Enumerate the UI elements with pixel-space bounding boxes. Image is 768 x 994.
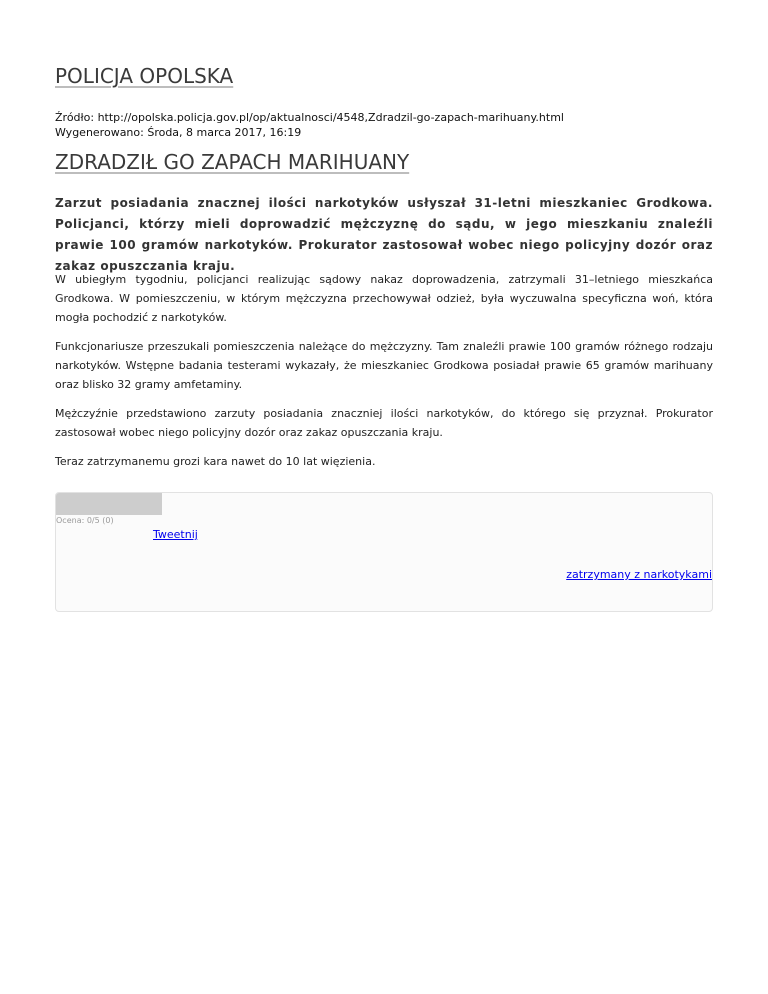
document-meta — [55, 110, 564, 140]
rating-label: Ocena: 0/5 (0) — [56, 516, 114, 525]
article-paragraph: Funkcjonariusze przeszukali pomieszczenia należące do mężczyzny. Tam znaleźli prawie 100 gramów różnego rodzaju narkotyków. Wstępne badania testerami wykazały, że mieszkaniec Grodkowa posiadał prawie 65 gramów marihuany oraz blisko 32 gramy amfetaminy. — [55, 340, 713, 391]
article-footer-box — [55, 492, 713, 612]
generated-line: Wygenerowano: Środa, 8 marca 2017, 16:19 — [55, 126, 302, 139]
source-line: Źródło: http://opolska.policja.gov.pl/op/aktualnosci/4548,Zdradzil-go-zapach-marihuany.html — [55, 111, 564, 124]
article-lead: Zarzut posiadania znacznej ilości narkotyków usłyszał 31-letni mieszkaniec Grodkowa. Policjanci, którzy mieli doprowadzić mężczyznę do sądu, w jego mieszkaniu znaleźli prawie 100 gramów narkotyków. Prokurator zastosował wobec niego policyjny dozór oraz zakaz opuszczania kraju. — [55, 196, 713, 273]
article-paragraph: W ubiegłym tygodniu, policjanci realizując sądowy nakaz doprowadzenia, zatrzymali 31–letniego mieszkańca Grodkowa. W pomieszczeniu, w którym mężczyzna przechowywał odzież, była wyczuwalna specyficzna woń, która mogła pochodzić z narkotyków. — [55, 273, 713, 324]
article-title: ZDRADZIŁ GO ZAPACH MARIHUANY — [55, 150, 410, 174]
article-body — [55, 270, 713, 481]
rating-stars-bar[interactable] — [56, 493, 162, 515]
site-title: POLICJA OPOLSKA — [55, 64, 234, 88]
article-paragraph: Mężczyźnie przedstawiono zarzuty posiadania znaczniej ilości narkotyków, do którego się przyznał. Prokurator zastosował wobec niego policyjny dozór oraz zakaz opuszczania kraju. — [55, 407, 713, 439]
article-paragraph: Teraz zatrzymanemu grozi kara nawet do 10 lat więzienia. — [55, 455, 376, 468]
tag-link[interactable]: zatrzymany z narkotykami — [566, 568, 712, 581]
tweet-link[interactable]: Tweetnij — [153, 528, 198, 541]
